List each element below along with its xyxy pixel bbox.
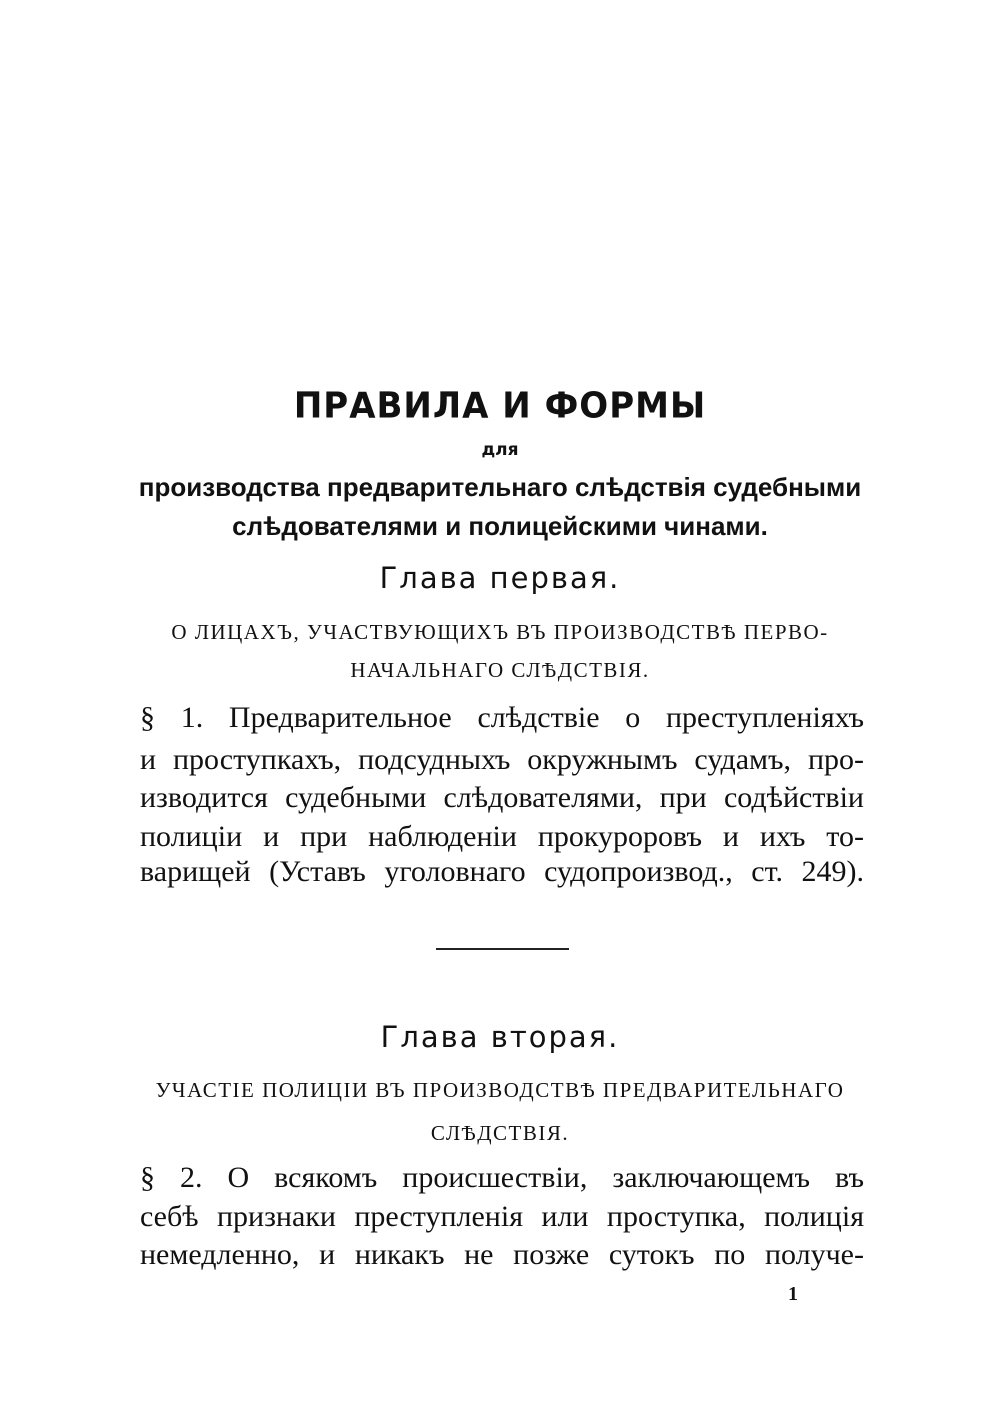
chapter-2-heading: Глава вторая. [380, 1020, 620, 1054]
paragraph-1-line-3: изводится судебными слѣдователями, при содѣйствіи [140, 781, 864, 814]
chapter-1-heading: Глава первая. [379, 561, 621, 595]
paragraph-1-line-5: варищей (Уставъ уголовнаго судопроизвод., ст. 249). [140, 855, 864, 888]
paragraph-2-line-1: § 2. О всякомъ происшествіи, заключающемъ въ [140, 1161, 864, 1194]
subtitle-line-2: слѣдователями и полицейскими чинами. [232, 511, 768, 541]
paragraph-2-line-2: себѣ признаки преступленія или проступка, полиція [140, 1200, 864, 1233]
paragraph-1-line-2: и проступкахъ, подсудныхъ окружнымъ судамъ, про- [140, 743, 864, 776]
chapter-2-caption-line-1: УЧАСТІЕ ПОЛИЦІИ ВЪ ПРОИЗВОДСТВѢ ПРЕДВАРИТЕЛЬНАГО [155, 1078, 845, 1102]
title-connector: для [481, 440, 519, 460]
section-divider [436, 948, 569, 950]
paragraph-1-line-1: § 1. Предварительное слѣдствіе о преступленіяхъ [140, 701, 864, 734]
document-title: ПРАВИЛА И ФОРМЫ [293, 385, 707, 427]
page-number: 1 [788, 1283, 798, 1305]
chapter-1-caption-line-1: О ЛИЦАХЪ, УЧАСТВУЮЩИХЪ ВЪ ПРОИЗВОДСТВѢ ПЕРВО- [171, 620, 829, 644]
chapter-1-caption-line-2: НАЧАЛЬНАГО СЛѢДСТВІЯ. [350, 658, 650, 682]
chapter-2-caption-line-2: СЛѢДСТВІЯ. [430, 1121, 570, 1145]
subtitle-line-1: производства предварительнаго слѣдствія судебными [138, 472, 862, 502]
paragraph-1-line-4: полиціи и при наблюденіи прокуроровъ и ихъ то- [140, 820, 864, 853]
paragraph-2-line-3: немедленно, и никакъ не позже сутокъ по получе- [140, 1238, 864, 1271]
